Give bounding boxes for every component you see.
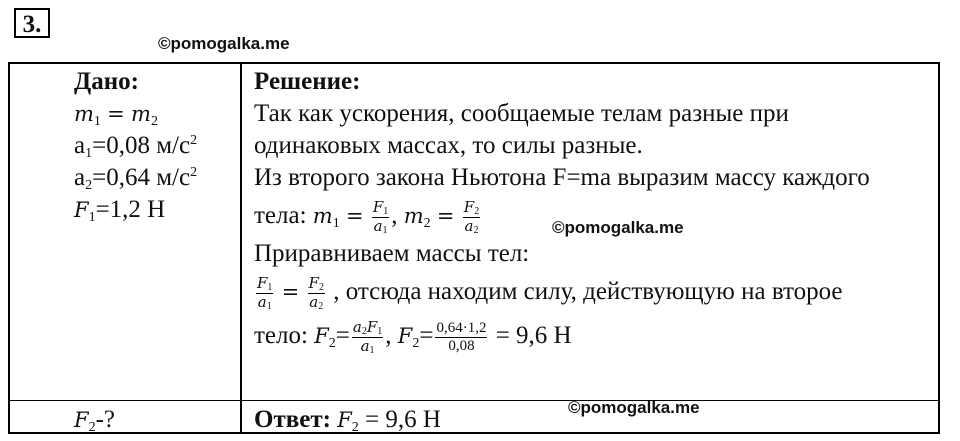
problem-number: 3.: [14, 8, 50, 38]
solution-section: [254, 66, 934, 358]
fraction-numeric: $\frac{0,64\cdot 1,2}{0,08}$: [436, 319, 487, 354]
watermark-middle: ©pomogalka.me: [552, 218, 684, 237]
fraction-f2-over-a2-eq: $\frac{F_2}{a_2}$: [308, 273, 324, 312]
solution-line-2: одинаковых массах, то силы разные.: [254, 132, 643, 159]
fraction-a2f1-over-a1: $\frac{a_2F_1}{a_1}$: [352, 317, 383, 356]
find-section: $F_2-$?: [74, 406, 115, 435]
fraction-f1-over-a1-eq: $\frac{F_1}{a_1}$: [257, 273, 273, 312]
fraction-f2-over-a2: $\frac{F_2}{a_2}$: [463, 197, 480, 236]
given-section: [74, 66, 197, 226]
answer-label: Ответ:: [254, 406, 331, 433]
given-a1: $a_1=0,08$ $м/с^2$: [74, 132, 198, 161]
given-mass-equality: $m_1 = m_2$: [74, 102, 158, 129]
solution-line-5: Приравниваем массы тел:: [254, 240, 530, 267]
given-heading: Дано:: [74, 68, 139, 95]
solution-line-3: Из второго закона Ньютона F=ma выразим массу каждого: [254, 164, 870, 191]
solution-line-6: $\frac{F_1}{a_1}$ = $\frac{F_2}{a_2}$ , отсюда находим силу, действующую на второе: [257, 273, 843, 312]
answer-section: Ответ: $F_2 = 9,6$ Н: [254, 406, 441, 435]
watermark-bottom: ©pomogalka.me: [568, 398, 700, 417]
column-divider: [240, 64, 242, 432]
fraction-f1-over-a1: $\frac{F_1}{a_1}$: [372, 197, 389, 236]
solution-line-7: тело: $F_2=$ $\frac{a_2F_1}{a_1}$ , $F_2=$ $\frac{0,64\cdot 1,2}{0,08}$ = 9,6 Н: [254, 317, 572, 356]
given-a2: $a_2=0,64$ $м/с^2$: [74, 164, 198, 193]
solution-line-4: тела: $m_1$ = $\frac{F_1}{a_1}$ , $m_2$ = $\frac{F_2}{a_2}$: [254, 197, 480, 236]
result-value: = 9,6 Н: [489, 322, 572, 349]
row-divider: [10, 400, 938, 401]
watermark-top: ©pomogalka.me: [158, 34, 290, 53]
solution-table: [8, 62, 940, 434]
solution-heading: Решение:: [254, 68, 361, 95]
solution-line-1: Так как ускорения, сообщаемые телам разные при: [254, 100, 789, 127]
given-f1: $F_1=1,2$ Н: [74, 196, 166, 225]
